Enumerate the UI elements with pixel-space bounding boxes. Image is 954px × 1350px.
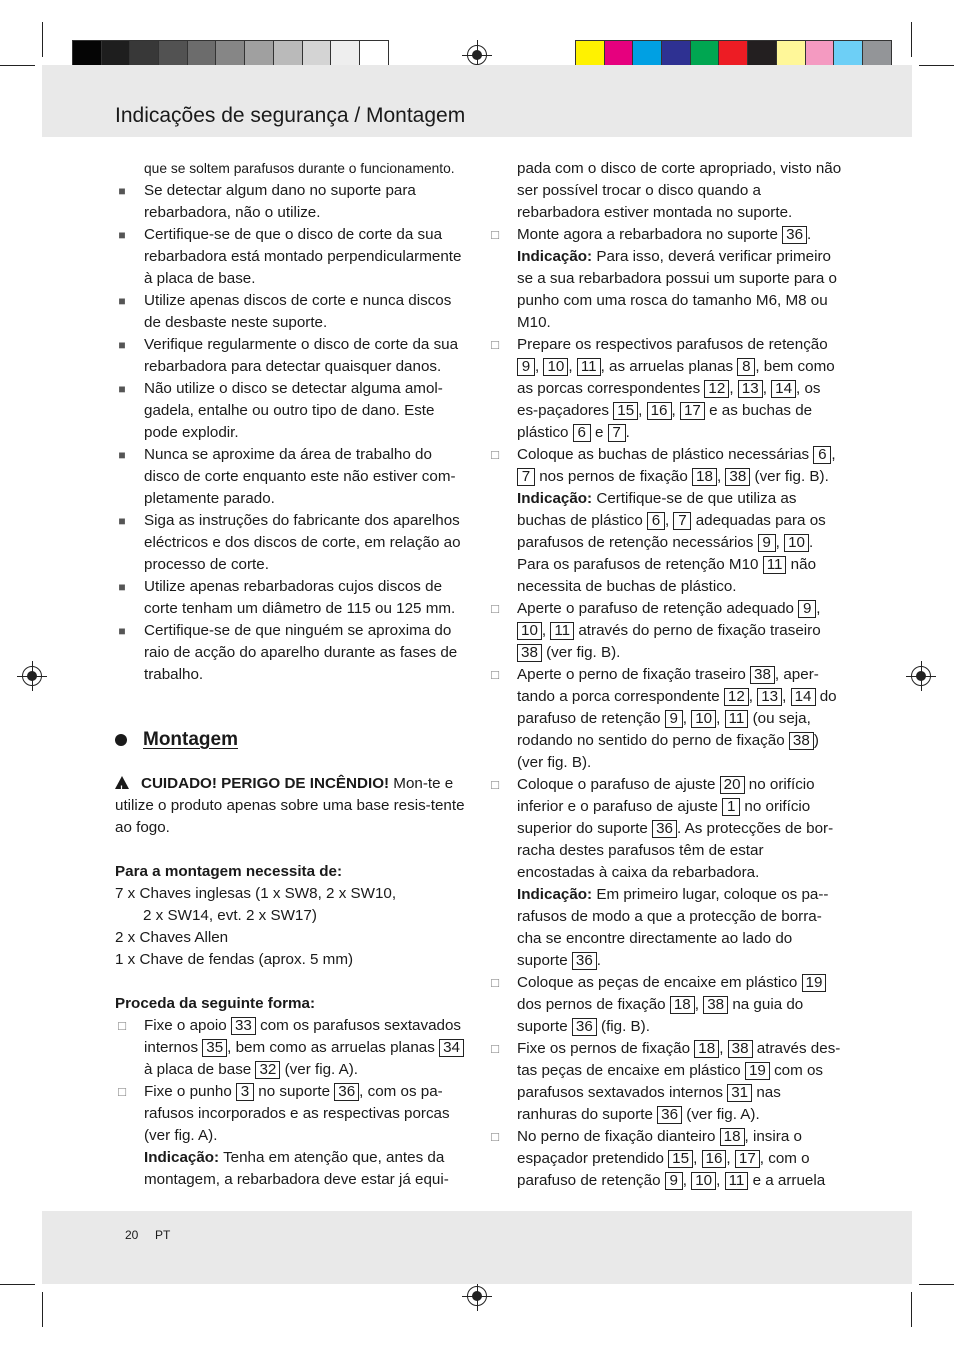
warning-icon	[115, 776, 129, 789]
section-heading	[115, 729, 470, 751]
step-item: □ Coloque as buchas de plástico necessárias 6 , 7 nos pernos de fixação 18 , 38 (ver fig. B).	[488, 444, 843, 488]
step-item: □ Coloque as peças de encaixe em plástico 19 dos pernos de fixação 18 , 38 na guia do suporte 36 (fig. B).	[488, 972, 843, 1038]
crop-mark	[0, 65, 35, 66]
crop-mark	[911, 1292, 912, 1327]
list-item: ■ Certifique-se de que ninguém se aproxima do raio de acção do aparelho durante as fases de trabalho.	[115, 620, 470, 686]
checkbox-square-icon: □	[491, 337, 499, 352]
note-paragraph: Indicação: Para isso, deverá verificar primeiro se a sua rebarbadora possui um suporte para o punho com uma rosca do tamanho M6, M8 ou M10.	[517, 248, 837, 331]
list-item: ■ Verifique regularmente o disco de corte da sua rebarbadora para detectar quaisquer danos.	[115, 334, 470, 378]
step-item: □ Fixe os pernos de fixação 18 , 38 através des-tas peças de encaixe em plástico 19 com os parafusos sextavados internos 31 nas ranhuras do suporte 36 (ver fig. A).	[488, 1038, 843, 1126]
tools-line: 2 x Chaves Allen	[115, 929, 229, 946]
part-number: 15	[613, 402, 638, 420]
bullet-square-icon: ■	[118, 228, 126, 242]
part-number: 11	[763, 556, 787, 574]
registration-mark-icon	[911, 666, 931, 686]
part-number: 9	[665, 710, 683, 728]
part-number: 16	[647, 402, 672, 420]
part-number: 36	[572, 1018, 597, 1036]
note-paragraph: Indicação: Em primeiro lugar, coloque os pa--rafusos de modo a que a protecção de borra-cha se encontre directamente ao lado do suporte 36 .	[517, 886, 829, 969]
part-number: 9	[758, 534, 776, 552]
part-number: 18	[670, 996, 695, 1014]
part-number: 16	[702, 1150, 727, 1168]
part-number: 19	[802, 974, 827, 992]
part-number: 19	[745, 1062, 770, 1080]
part-number: 3	[236, 1083, 254, 1101]
part-number: 7	[608, 424, 626, 442]
note-paragraph: Indicação: Certifique-se de que utiliza as buchas de plástico 6 , 7 adequadas para os parafusos de retenção necessários 9 , 10 . Para os parafusos de retenção M10 11 não necessita de buchas de plástico.	[517, 490, 826, 595]
tools-heading: Para a montagem necessita de:	[115, 863, 343, 880]
part-number: 10	[691, 710, 716, 728]
tools-line: 7 x Chaves inglesas (1 x SW8, 2 x SW10,	[115, 885, 397, 902]
part-number: 36	[782, 226, 807, 244]
list-item: ■ Siga as instruções do fabricante dos aparelhos eléctricos e dos discos de corte, em relação ao processo de corte.	[115, 510, 470, 576]
continued-text: que se soltem parafusos durante o funcionamento.	[144, 161, 455, 176]
part-number: 12	[704, 380, 729, 398]
registration-mark-icon	[467, 45, 487, 65]
language-code: PT	[155, 1228, 171, 1242]
crop-mark	[911, 22, 912, 57]
part-number: 18	[692, 468, 717, 486]
registration-mark-icon	[22, 666, 42, 686]
part-number: 8	[737, 358, 755, 376]
bullet-square-icon: ■	[118, 184, 126, 198]
procedure-heading: Proceda da seguinte forma:	[115, 995, 316, 1012]
part-number: 18	[694, 1040, 719, 1058]
step-item: □ Coloque o parafuso de ajuste 20 no orifício inferior e o parafuso de ajuste 1 no orifício superior do suporte 36 . As protecções de bor-racha destes parafusos têm de estar encostadas à caixa da rebarbadora.	[488, 774, 843, 884]
part-number: 9	[798, 600, 816, 618]
list-item: ■ Utilize apenas rebarbadoras cujos discos de corte tenham um diâmetro de 115 ou 125 mm.	[115, 576, 470, 620]
footer-band	[42, 1211, 912, 1284]
right-column	[488, 158, 843, 1192]
part-number: 38	[703, 996, 728, 1014]
bullet-square-icon: ■	[118, 448, 126, 462]
left-column	[115, 158, 470, 1191]
step-item: □ Prepare os respectivos parafusos de retenção 9 , 10 , 11 , as arruelas planas 8 , bem como as porcas correspondentes 12 , 13 , 14 , os es-paçadores 15 , 16 , 17 e as buchas de plástico 6 e 7 .	[488, 334, 843, 444]
part-number: 1	[722, 798, 740, 816]
part-number: 6	[647, 512, 665, 530]
bullet-square-icon: ■	[118, 514, 126, 528]
checkbox-square-icon: □	[491, 667, 499, 682]
part-number: 38	[789, 732, 814, 750]
part-number: 35	[202, 1039, 227, 1057]
note-paragraph: Indicação: Tenha em atenção que, antes da montagem, a rebarbadora deve estar já equi-	[144, 1149, 449, 1188]
crop-mark	[919, 65, 954, 66]
tools-line: 2 x SW14, evt. 2 x SW17)	[143, 907, 317, 924]
section-title: Montagem	[143, 729, 238, 750]
bullet-square-icon: ■	[118, 580, 126, 594]
part-number: 36	[572, 952, 597, 970]
bullet-dot-icon	[115, 734, 127, 746]
part-number: 38	[750, 666, 775, 684]
step-item: □ Aperte o perno de fixação traseiro 38 , aper-tando a porca correspondente 12 , 13 , 14 do parafuso de retenção 9 , 10 , 11 (ou seja, rodando no sentido do perno de fixação 38 ) (ver fig. B).	[488, 664, 843, 774]
continued-text: pada com o disco de corte apropriado, visto não ser possível trocar o disco quando a rebarbadora estiver montada no suporte.	[517, 160, 842, 221]
crop-mark	[42, 1292, 43, 1327]
part-number: 20	[720, 776, 745, 794]
part-number: 32	[255, 1061, 280, 1079]
checkbox-square-icon: □	[491, 447, 499, 462]
part-number: 17	[735, 1150, 760, 1168]
checkbox-square-icon: □	[491, 1129, 499, 1144]
registration-mark-icon	[467, 1286, 487, 1306]
part-number: 34	[439, 1039, 464, 1057]
warning-paragraph: !CUIDADO! PERIGO DE INCÊNDIO! Mon-te e utilize o produto apenas sobre uma base resis-tente ao fogo.	[115, 773, 470, 839]
part-number: 31	[727, 1084, 752, 1102]
part-number: 36	[657, 1106, 682, 1124]
bullet-square-icon: ■	[118, 382, 126, 396]
step-item: □ Monte agora a rebarbadora no suporte 36 .	[488, 224, 843, 246]
part-number: 15	[668, 1150, 693, 1168]
crop-mark	[0, 1284, 35, 1285]
part-number: 36	[334, 1083, 359, 1101]
part-number: 10	[543, 358, 568, 376]
bullet-square-icon: ■	[118, 338, 126, 352]
bullet-square-icon: ■	[118, 624, 126, 638]
list-item: ■ Não utilize o disco se detectar alguma amol-gadela, entalhe ou outro tipo de dano. Este pode explodir.	[115, 378, 470, 444]
step-item: □ No perno de fixação dianteiro 18 , insira o espaçador pretendido 15 , 16 , 17 , com o parafuso de retenção 9 , 10 , 11 e a arruela	[488, 1126, 843, 1192]
checkbox-square-icon: □	[491, 777, 499, 792]
part-number: 6	[813, 446, 831, 464]
checkbox-square-icon: □	[491, 975, 499, 990]
crop-mark	[42, 22, 43, 57]
page-number: 20	[125, 1228, 139, 1242]
checkbox-square-icon: □	[491, 1041, 499, 1056]
part-number: 10	[691, 1172, 716, 1190]
part-number: 36	[652, 820, 677, 838]
crop-mark	[919, 1284, 954, 1285]
part-number: 14	[791, 688, 816, 706]
part-number: 11	[725, 1172, 749, 1190]
part-number: 6	[573, 424, 591, 442]
part-number: 10	[784, 534, 809, 552]
tools-line: 1 x Chave de fendas (aprox. 5 mm)	[115, 951, 354, 968]
step-item: □ Fixe o apoio 33 com os parafusos sextavados internos 35 , bem como as arruelas planas 34 à placa de base 32 (ver fig. A).	[115, 1015, 470, 1081]
part-number: 17	[680, 402, 705, 420]
part-number: 14	[771, 380, 796, 398]
part-number: 38	[728, 1040, 753, 1058]
step-item: □ Aperte o parafuso de retenção adequado 9 , 10 , 11 através do perno de fixação traseiro 38 (ver fig. B).	[488, 598, 843, 664]
part-number: 38	[517, 644, 542, 662]
page-title: Indicações de segurança / Montagem	[115, 104, 466, 127]
checkbox-square-icon: □	[491, 227, 499, 242]
part-number: 38	[725, 468, 750, 486]
part-number: 7	[673, 512, 691, 530]
part-number: 11	[725, 710, 749, 728]
list-item: ■ Se detectar algum dano no suporte para rebarbadora, não o utilize.	[115, 180, 470, 224]
step-item: □ Fixe o punho 3 no suporte 36 , com os pa-rafusos incorporados e as respectivas porcas (ver fig. A).	[115, 1081, 470, 1147]
list-item: ■ Nunca se aproxime da área de trabalho do disco de corte enquanto este não estiver com-pletamente parado.	[115, 444, 470, 510]
list-item: ■ Utilize apenas discos de corte e nunca discos de desbaste neste suporte.	[115, 290, 470, 334]
part-number: 11	[550, 622, 574, 640]
part-number: 9	[665, 1172, 683, 1190]
part-number: 10	[517, 622, 542, 640]
list-item: ■ Certifique-se de que o disco de corte da sua rebarbadora está montado perpendicularmente à placa de base.	[115, 224, 470, 290]
part-number: 33	[231, 1017, 256, 1035]
checkbox-square-icon: □	[491, 601, 499, 616]
part-number: 12	[724, 688, 749, 706]
checkbox-square-icon: □	[118, 1084, 126, 1099]
checkbox-square-icon: □	[118, 1018, 126, 1033]
part-number: 7	[517, 468, 535, 486]
part-number: 18	[720, 1128, 745, 1146]
part-number: 9	[517, 358, 535, 376]
part-number: 13	[738, 380, 763, 398]
bullet-square-icon: ■	[118, 294, 126, 308]
part-number: 13	[757, 688, 782, 706]
part-number: 11	[577, 358, 601, 376]
